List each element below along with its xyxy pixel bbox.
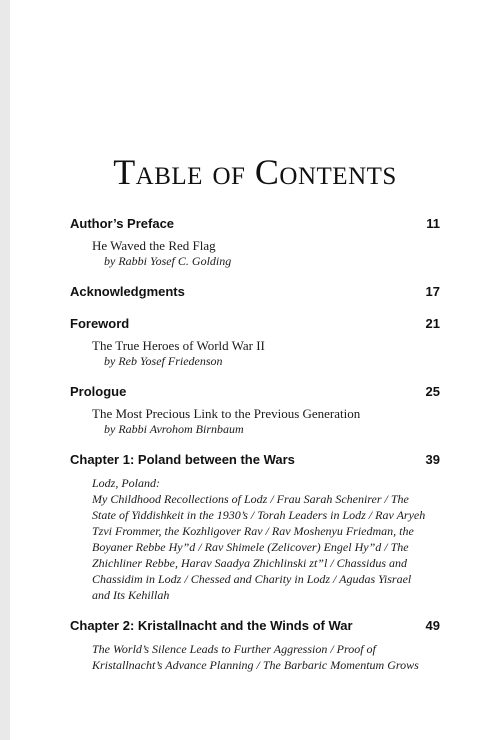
toc-entry-acknowledgments (70, 283, 440, 301)
entry-page-number: 21 (425, 316, 440, 331)
toc-list (70, 215, 440, 673)
entry-subtitle: The Most Precious Link to the Previous Generation (92, 406, 361, 421)
entry-heading: Chapter 1: Poland between the Wars (70, 452, 295, 467)
entry-byline: by Reb Yosef Friedenson (104, 354, 223, 368)
entry-byline: by Rabbi Avrohom Birnbaum (104, 422, 244, 436)
entry-heading: Acknowledgments (70, 284, 185, 299)
entry-heading: Prologue (70, 384, 127, 399)
entry-description-text: The World’s Silence Leads to Further Aggression / Proof of Kristallnacht’s Advance Planning / The Barbaric Momentum Grows (92, 642, 419, 672)
entry-subtitle: He Waved the Red Flag (92, 238, 216, 253)
toc-entry-chapter-2 (70, 617, 440, 673)
entry-description (70, 641, 440, 673)
page-title: Table of Contents (113, 152, 397, 192)
entry-heading: Author’s Preface (70, 216, 175, 231)
entry-page-number: 39 (425, 452, 440, 467)
entry-heading: Foreword (70, 316, 130, 331)
entry-page-number: 49 (425, 618, 440, 633)
book-page (10, 0, 500, 740)
entry-page-number: 11 (426, 216, 440, 231)
toc-entry-chapter-1 (70, 451, 440, 603)
entry-description-text: My Childhood Recollections of Lodz / Frau Sarah Schenirer / The State of Yiddishkeit in the 1930’s / Torah Leaders in Lodz / Rav Aryeh Tzvi Frommer, the Kozhligover Rav / Rav Moshenyu Friedman, the Boyaner Rebbe Hy”d / Rav Shimele (Zelicover) Engel Hy”d / The Zhichliner Rebbe, Harav Saadya Zhichlinski zt”l / Chassidus and Chassidim in Lodz / Chessed and Charity in Lodz / Agudas Yisrael and Its Kehillah (92, 492, 426, 602)
toc-entry-prologue (70, 383, 440, 437)
toc-entry-authors-preface (70, 215, 440, 269)
entry-byline: by Rabbi Yosef C. Golding (104, 254, 232, 268)
toc-entry-foreword (70, 315, 440, 369)
entry-subtitle: The True Heroes of World War II (92, 338, 265, 353)
entry-page-number: 17 (425, 284, 440, 299)
entry-description (70, 475, 440, 603)
entry-heading: Chapter 2: Kristallnacht and the Winds of War (70, 618, 353, 633)
entry-page-number: 25 (425, 384, 440, 399)
entry-description-lead: Lodz, Poland: (92, 476, 161, 490)
